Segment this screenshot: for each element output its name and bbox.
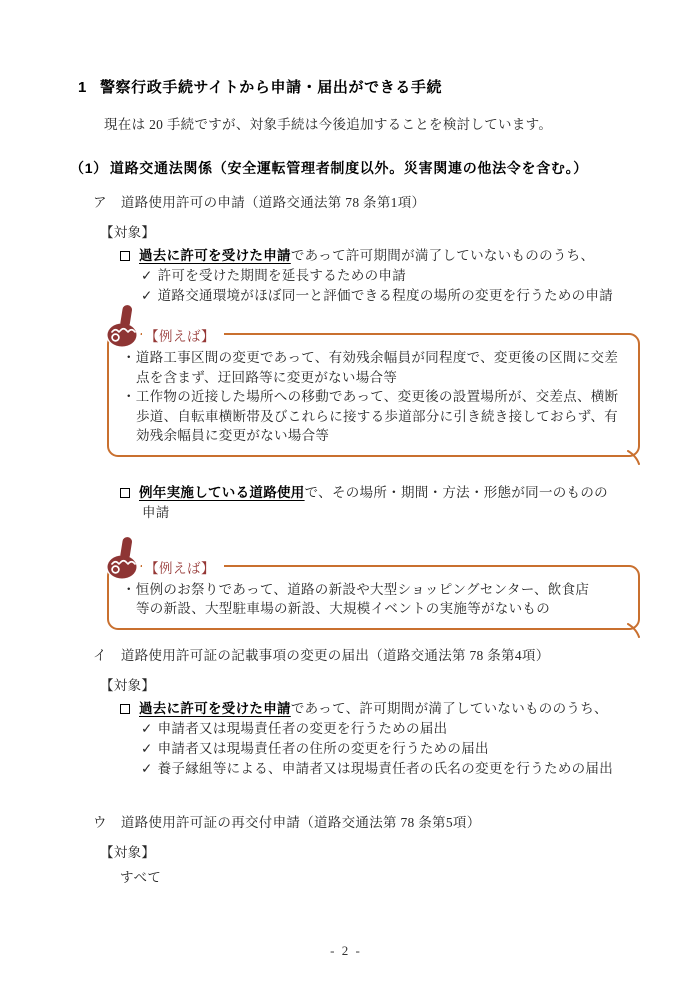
section-heading-text: 道路交通法関係（安全運転管理者制度以外。災害関連の他法令を含む。）: [109, 160, 588, 176]
subsection-u-kana: ウ: [93, 814, 107, 830]
example-bullet: ・工作物の近接した場所への移動であって、変更後の設置場所が、交差点、横断歩道、自転車横断帯及びこれらに接する歩道部分に引き続き接しておらず、有効残余幅員に変更がない場合等: [122, 389, 619, 443]
subsection-u-title: [93, 811, 692, 831]
callout-tail: [627, 623, 642, 638]
list-item-rest: であって、許可期間が満了していないもののうち、: [290, 700, 608, 716]
subsection-u-title-text: 道路使用許可証の再交付申請（道路交通法第 78 条第5項）: [120, 814, 481, 830]
list-item-rest: であって許可期間が満了していないもののうち、: [290, 248, 595, 263]
example-callout-box: [107, 560, 640, 630]
pointing-hand-icon: [102, 536, 144, 582]
subsection-i-title: [93, 644, 692, 664]
list-item-emphasis: 過去に許可を受けた申請: [139, 248, 291, 263]
checkbox-icon: [120, 704, 130, 714]
example-callout-1: [107, 329, 640, 457]
subsection-i-title-text: 道路使用許可証の記載事項の変更の届出（道路交通法第 78 条第4項）: [120, 647, 550, 663]
list-item-rest: で、その場所・期間・方法・形態が同一のものの申請: [142, 484, 608, 520]
page-number: - 2 -: [330, 943, 362, 958]
subsection-a-title-text: 道路使用許可の申請（道路交通法第 78 条第1項）: [120, 195, 426, 210]
check-item: [141, 286, 622, 306]
list-item: [120, 246, 612, 266]
check-item: [141, 266, 622, 286]
check-icon: ✓: [141, 740, 153, 756]
subsection-a-kana: ア: [93, 195, 107, 210]
target-label-a: 【対象】: [100, 225, 156, 240]
example-label: 【例えば】: [142, 557, 224, 577]
list-item-emphasis: 過去に許可を受けた申請: [139, 700, 291, 716]
check-item-text: 許可を受けた期間を延長するための申請: [157, 268, 407, 283]
check-icon: ✓: [141, 288, 153, 303]
target-label-u: 【対象】: [100, 844, 156, 860]
list-item: [120, 699, 612, 719]
callout-tail: [627, 450, 642, 465]
checkbox-icon: [120, 251, 130, 261]
check-item: [141, 739, 622, 759]
section-heading-number: （1）: [70, 160, 108, 176]
page-title-text: 警察行政手続サイトから申請・届出ができる手続: [99, 79, 443, 96]
list-item: [120, 483, 612, 523]
check-icon: ✓: [141, 760, 153, 776]
section-heading: [70, 158, 692, 178]
page-title-number: 1: [78, 79, 87, 96]
example-callout-box: [107, 329, 640, 457]
check-item-text: 申請者又は現場責任者の住所の変更を行うための届出: [157, 740, 489, 756]
check-icon: ✓: [141, 268, 153, 283]
example-label: 【例えば】: [142, 325, 224, 345]
example-callout-2: [107, 560, 640, 630]
check-item-text: 申請者又は現場責任者の変更を行うための届出: [157, 720, 448, 736]
check-item-text: 養子縁組等による、申請者又は現場責任者の氏名の変更を行うための届出: [157, 760, 614, 776]
check-item: [141, 759, 622, 779]
subsection-a-title: [93, 191, 692, 211]
list-item-emphasis: 例年実施している道路使用: [139, 484, 305, 500]
check-item: [141, 719, 622, 739]
page-title: [78, 76, 692, 97]
checkbox-icon: [120, 488, 130, 498]
subsection-i-kana: イ: [93, 647, 107, 663]
intro-paragraph: 現在は 20 手続ですが、対象手続は今後追加することを検討しています。: [104, 117, 553, 132]
check-icon: ✓: [141, 720, 153, 736]
example-bullet: ・道路工事区間の変更であって、有効残余幅員が同程度で、変更後の区間に交差点を含まず、迂回路等に変更がない場合等: [122, 350, 619, 385]
target-label-i: 【対象】: [100, 677, 156, 693]
pointing-hand-icon: [102, 304, 144, 350]
example-bullet: ・恒例のお祭りであって、道路の新設や大型ショッピングセンター、飲食店等の新設、大型駐車場の新設、大規模イベントの実施等がないもの: [122, 581, 590, 616]
check-item-text: 道路交通環境がほぼ同一と評価できる程度の場所の変更を行うための申請: [157, 288, 614, 303]
target-scope-text: すべて: [120, 869, 162, 885]
